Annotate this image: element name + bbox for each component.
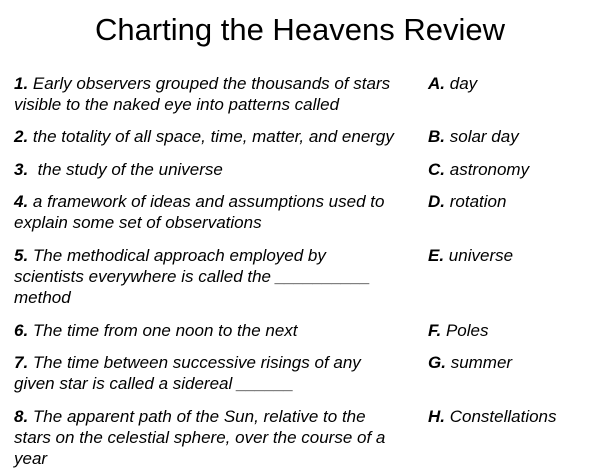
question-text-line: The methodical approach employed by bbox=[32, 246, 326, 265]
question-text-line: the totality of all space, time, matter, and energy bbox=[32, 127, 394, 146]
question-8 bbox=[14, 406, 426, 469]
answer-b bbox=[428, 126, 598, 147]
question-number: 5. bbox=[14, 246, 29, 265]
question-text-line: scientists everywhere is called the __________ bbox=[14, 267, 371, 286]
answer-text: solar day bbox=[449, 127, 519, 146]
question-number: 2. bbox=[14, 127, 29, 146]
answer-text: day bbox=[449, 74, 478, 93]
answer-a bbox=[428, 73, 598, 94]
answer-letter: D. bbox=[428, 192, 445, 211]
question-number: 6. bbox=[14, 321, 29, 340]
question-text-line: The time from one noon to the next bbox=[32, 321, 298, 340]
page-title: Charting the Heavens Review bbox=[94, 12, 506, 47]
question-text-line: the study of the universe bbox=[32, 160, 223, 179]
question-7 bbox=[14, 352, 426, 394]
question-text-line: visible to the naked eye into patterns called bbox=[14, 95, 340, 114]
answer-d bbox=[428, 191, 598, 212]
answer-text: rotation bbox=[449, 192, 507, 211]
question-text-line: given star is called a sidereal ______ bbox=[14, 374, 294, 393]
question-text-line: year bbox=[14, 449, 48, 468]
question-3 bbox=[14, 159, 426, 180]
answer-letter: C. bbox=[428, 160, 445, 179]
answer-text: Constellations bbox=[449, 407, 557, 426]
answer-c bbox=[428, 159, 598, 180]
question-text-line: The time between successive risings of any bbox=[32, 353, 361, 372]
question-number: 3. bbox=[14, 160, 29, 179]
answer-letter: H. bbox=[428, 407, 445, 426]
answer-f bbox=[428, 320, 598, 341]
question-5 bbox=[14, 245, 426, 308]
question-2 bbox=[14, 126, 426, 147]
answer-letter: F. bbox=[428, 321, 442, 340]
question-text-line: a framework of ideas and assumptions used to bbox=[32, 192, 385, 211]
question-text-line: stars on the celestial sphere, over the course of a bbox=[14, 428, 386, 447]
answer-h bbox=[428, 406, 598, 427]
question-text-line: Early observers grouped the thousands of stars bbox=[32, 74, 391, 93]
question-6 bbox=[14, 320, 426, 341]
question-number: 1. bbox=[14, 74, 29, 93]
answer-letter: B. bbox=[428, 127, 445, 146]
answer-text: universe bbox=[448, 246, 514, 265]
question-number: 4. bbox=[14, 192, 29, 211]
answer-e bbox=[428, 245, 598, 266]
question-text-line: explain some set of observations bbox=[14, 213, 262, 232]
question-text-line: The apparent path of the Sun, relative to the bbox=[32, 407, 366, 426]
answer-g bbox=[428, 352, 598, 373]
question-1 bbox=[14, 73, 426, 115]
question-4 bbox=[14, 191, 426, 233]
question-number: 7. bbox=[14, 353, 29, 372]
question-text-line: method bbox=[14, 288, 71, 307]
answer-letter: A. bbox=[428, 74, 445, 93]
answer-letter: E. bbox=[428, 246, 445, 265]
answer-letter: G. bbox=[428, 353, 446, 372]
answer-text: summer bbox=[450, 353, 513, 372]
question-number: 8. bbox=[14, 407, 29, 426]
answer-text: astronomy bbox=[449, 160, 530, 179]
answer-text: Poles bbox=[445, 321, 489, 340]
